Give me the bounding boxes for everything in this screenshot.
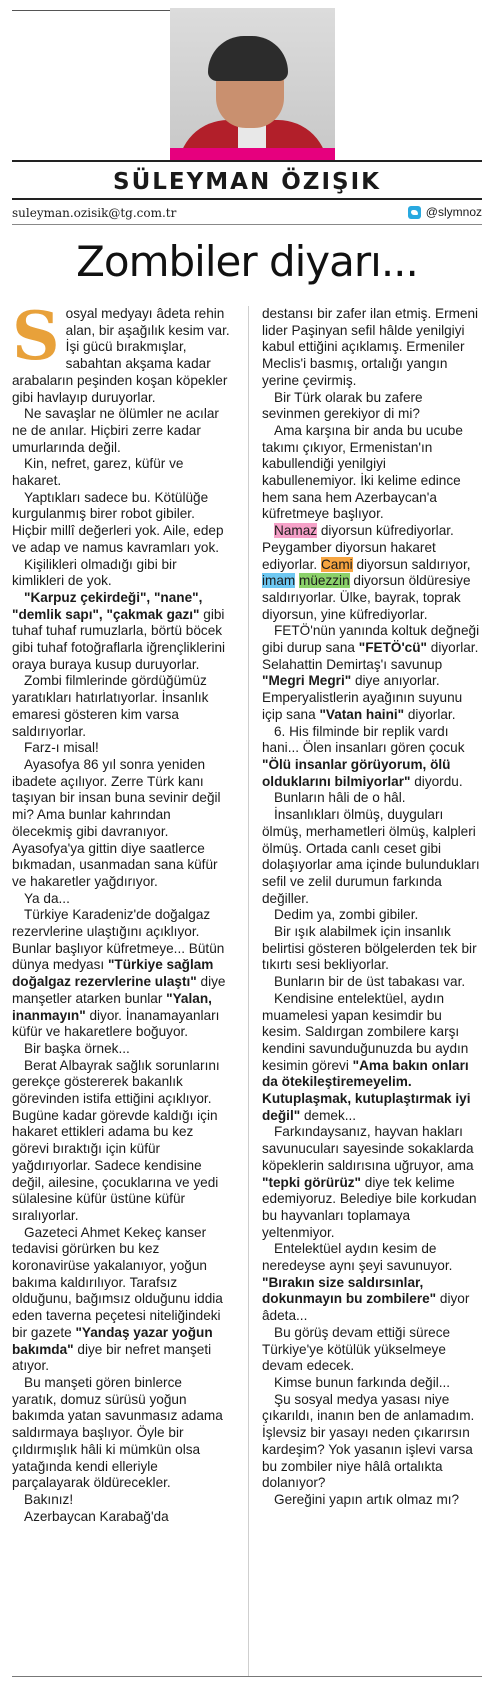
paragraph: Bu manşeti gören binlerce yaratık, domuz sürüsü yoğun bakımda yatan savunmasız adama saldırmaya başlıyor. Öyle bir çıldırmışlık hâli ki mümkün olsa yatağında kendi elleriyle parçalayarak öldürecekler. — [12, 1375, 223, 1491]
paragraph: Sosyal medyayı âdeta rehin alan, bir aşağılık kesim var. İşi gücü bırakmışlar, sabahtan akşama kadar arabaların peşinden koşan köpekler gibi havlayıp duruyorlar. — [12, 297, 230, 405]
paragraph: Farkındaysanız, hayvan hakları savunucuları sayesinde sokaklarda köpeklerin saldırısına uğruyor, ama "tepki görürüz" diye tek kelime edemiyoruz. Belediye bile korkudan bu hayvanları toplamaya yeltenmiyor. — [262, 1124, 477, 1240]
paragraph: Gazeteci Ahmet Kekeç kanser tedavisi görürken bu kez koronavirüse yakalanıyor, yoğun bakıma kaldırılıyor. Tarafsız olduğunu, bağımsız olduğunu iddia eden taverna peçetesi niteliğindeki bir gazete "Yandaş yazar yoğun bakımda" diye bir nefret manşeti atıyor. — [12, 1224, 223, 1374]
paragraph: Ayasofya 86 yıl sonra yeniden ibadete açılıyor. Zerre Türk kanı taşıyan bir insan buna sevinir değil mi? Ama bunlar kahrından ölecekmiş gibi davranıyor. Ayasofya'ya gittin diye saatlerce bıkmadan, usanmadan sana küfür ve hakaretler yağdırıyor. — [12, 756, 221, 889]
paragraph: Ne savaşlar ne ölümler ne acılar ne de anılar. Hiçbiri zerre kadar umurlarında değil. — [12, 406, 219, 455]
paragraph: Entelektüel aydın kesim de neredeyse aynı şeyi savunuyor. "Bırakın size saldırsınlar, dokunmayın bu zombilere" diyor âdeta... — [262, 1241, 470, 1324]
paragraph: Gereğini yapın artık olmaz mı? — [274, 1491, 460, 1507]
paragraph: Berat Albayrak sağlık sorunlarını gerekçe göstererek bakanlık görevinden istifa ettiğini açıklıyor. Bugüne kadar görevde kaldığı için hakaret ettikleri adama bu kez görevi bıraktığı için küfür yağdırıyorlar. Sadece kendisine değil, ailesine, çocuklarına ve yedi sülalesine küfür üstüne küfür sıralıyorlar. — [12, 1057, 220, 1223]
author-name: SÜLEYMAN ÖZIŞIK — [12, 160, 482, 200]
paragraph: "Karpuz çekirdeği", "nane", "demlik sapı", "çakmak gazı" gibi tuhaf tuhaf rumuzlarla, börtü böcek gibi tuhaf fotoğraflarla iğrençliklerini oraya buraya kusup duruyorlar. — [12, 589, 226, 672]
paragraph: Bakınız! — [24, 1491, 74, 1507]
paragraph: Ya da... — [24, 890, 70, 906]
paragraph: FETÖ'nün yanında koltuk değneği gibi durup sana "FETÖ'cü" diyorlar. Selahattin Demirtaş'ı savunup "Megri Megri" diye anıyorlar. Emperyalistlerin ayağının suyunu içip sana "Vatan haini" diyorlar. — [262, 623, 480, 722]
bottom-rule — [12, 1676, 482, 1677]
paragraph: 6. His filminde bir replik vardı hani... Ölen insanları gören çocuk "Ölü insanlar görüyorum, ölü olduklarını bilmiyorlar" diyordu. — [262, 723, 465, 789]
paragraph: Dedim ya, zombi gibiler. — [274, 907, 419, 923]
paragraph: Farz-ı misal! — [24, 740, 99, 756]
highlight-orange: Cami — [320, 556, 353, 572]
highlight-blue: imam — [262, 573, 296, 589]
paragraph: Türkiye Karadeniz'de doğalgaz rezervlerine ulaştığını açıklıyor. Bunlar başlıyor küfretmeye... Bütün dünya medyası "Türkiye sağlam doğalgaz rezervlerine ulaştı" diye manşetler atarken bunlar "Yalan, inanmayın" diyor. İnanamayanları küfür ve hakaretlere boğuyor. — [12, 907, 226, 1040]
paragraph: İnsanlıkları ölmüş, duyguları ölmüş, merhametleri ölmüş, kalpleri ölmüş. Ortada canlı ceset gibi dolaşıyorlar ama içinde bulundukları sefil ve zelil durumun farkında değiller. — [262, 807, 480, 906]
paragraph: Ama karşına bir anda bu ucube takımı çıkıyor, Ermenistan'ın kabullendiği yenilgiyi kabullenemiyor. İki kelime edince hem sana hem Azerbaycan'a küfretmeye başlıyor. — [262, 422, 463, 522]
author-email[interactable]: suleyman.ozisik@tg.com.tr — [12, 206, 177, 220]
highlight-green: müezzin — [299, 573, 350, 589]
paragraph: Zombi filmlerinde gördüğümüz yaratıkları hatırlatıyorlar. İnsanlık emaresi gösteren kim varsa saldırıyorlar. — [12, 673, 209, 739]
paragraph: Kendisine entelektüel, aydın muamelesi yapan kesimdir bu kesim. Saldırgan zombilere karşı kendini savunduğunuzda bu aydın kesimin görevi "Ama bakın onları da ötekileştiremeyelim. Kutuplaşmak, kutuplaştırmak iyi değil" demek... — [262, 990, 471, 1123]
paragraph: Bunların hâli de o hâl. — [274, 790, 406, 806]
article-title: Zombiler diyarı... — [76, 237, 418, 286]
accent-bar — [170, 148, 335, 160]
column-divider — [248, 306, 249, 1676]
header-separator — [12, 224, 482, 225]
paragraph: Kişilikleri olmadığı gibi bir kimlikleri de yok. — [12, 556, 177, 589]
author-photo — [170, 8, 335, 155]
article-column-left — [12, 297, 230, 1525]
paragraph: Yaptıkları sadece bu. Kötülüğe kurgulanmış birer robot gibiler. Hiçbir millî değerleri yok. Aile, edep ve adap ve namus kavramları yok. — [12, 489, 224, 555]
paragraph: Bir başka örnek... — [24, 1040, 130, 1056]
paragraph: Bu görüş devam ettiği sürece Türkiye'ye kötülük yükselmeye devam edecek. — [262, 1324, 451, 1374]
twitter-handle[interactable]: @slymnoz — [425, 205, 482, 219]
paragraph: Bunların bir de üst tabakası var. — [274, 974, 466, 990]
drop-cap: S — [12, 297, 60, 375]
paragraph: Bir Türk olarak bu zafere sevinmen gerekiyor di mi? — [262, 389, 423, 422]
paragraph: Bir ışık alabilmek için insanlık belirtisi gösteren bölgelerden tek bir tıkırtı sesi bekliyorlar. — [262, 924, 477, 973]
highlight-pink: Namaz — [274, 523, 318, 539]
paragraph: Namaz diyorsun küfrediyorlar. Peygamber diyorsun hakaret ediyorlar. Cami diyorsun saldırıyor, imam müezzin diyorsun öldüresiye saldırıyorlar. Ülke, bayrak, toprak diyorsun, yine küfrediyorlar. — [262, 523, 471, 622]
paragraph: Şu sosyal medya yasası niye çıkarıldı, inanın ben de anlamadım. İşlevsiz bir yasayı neden çıkarırsın kardeşim? Yok yasanın işlevi varsa bu zombiler niye hâlâ ortalıkta dolanıyor? — [262, 1391, 475, 1491]
paragraph: Kimse bunun farkında değil... — [274, 1375, 451, 1390]
article-column-right — [262, 306, 480, 1509]
paragraph: destansı bir zafer ilan etmiş. Ermeni lider Paşinyan sefil hâlde yenilgiyi kabul ettiğini açıklamış. Ermeniler Meclis'i basmış, ortalığı yangın yerine çevirmiş. — [262, 306, 479, 388]
paragraph: Azerbaycan Karabağ'da — [24, 1508, 169, 1524]
twitter-bird-icon — [408, 206, 421, 219]
author-twitter[interactable] — [408, 205, 482, 219]
paragraph: Kin, nefret, garez, küfür ve hakaret. — [12, 456, 184, 489]
